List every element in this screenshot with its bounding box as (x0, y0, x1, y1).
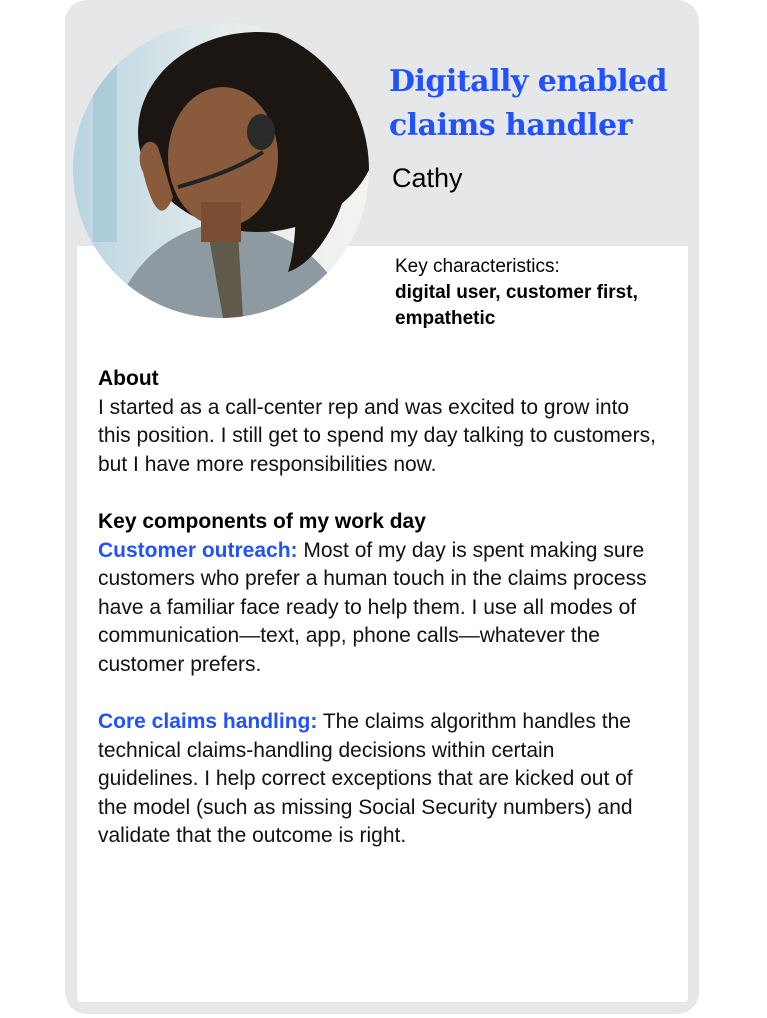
key-characteristics-label: Key characteristics: (395, 256, 560, 277)
workday-section (98, 508, 658, 680)
about-section (98, 365, 658, 479)
core-claims-label: Core claims handling: (98, 710, 318, 733)
key-characteristics-values: digital user, customer first, empathetic (395, 282, 638, 329)
page-title: Digitally enabled claims handler (389, 64, 668, 143)
core-claims-section (98, 708, 658, 851)
about-heading: About (98, 367, 159, 390)
about-text: I started as a call-center rep and was excited to grow into this position. I still get to spend my day talking to customers, but I have more responsibilities now. (98, 395, 656, 476)
key-characteristics (395, 254, 655, 332)
customer-outreach-label: Customer outreach: (98, 538, 298, 562)
persona-name: Cathy (392, 163, 463, 193)
core-claims-text: The claims algorithm handles the technical claims-handling decisions within certain guidelines. I help correct exceptions that are kicked out of the model (such as missing Social Security numbers) and validate that the outcome is right. (98, 710, 633, 848)
profile-photo (73, 22, 369, 318)
customer-outreach-text: Most of my day is spent making sure customers who prefer a human touch in the claims process have a familiar face ready to help them. I use all modes of communication—text, app, phone calls—whatever the customer prefers. (98, 538, 647, 676)
woman-with-headset-photo (73, 22, 369, 318)
workday-heading: Key components of my work day (98, 510, 426, 533)
